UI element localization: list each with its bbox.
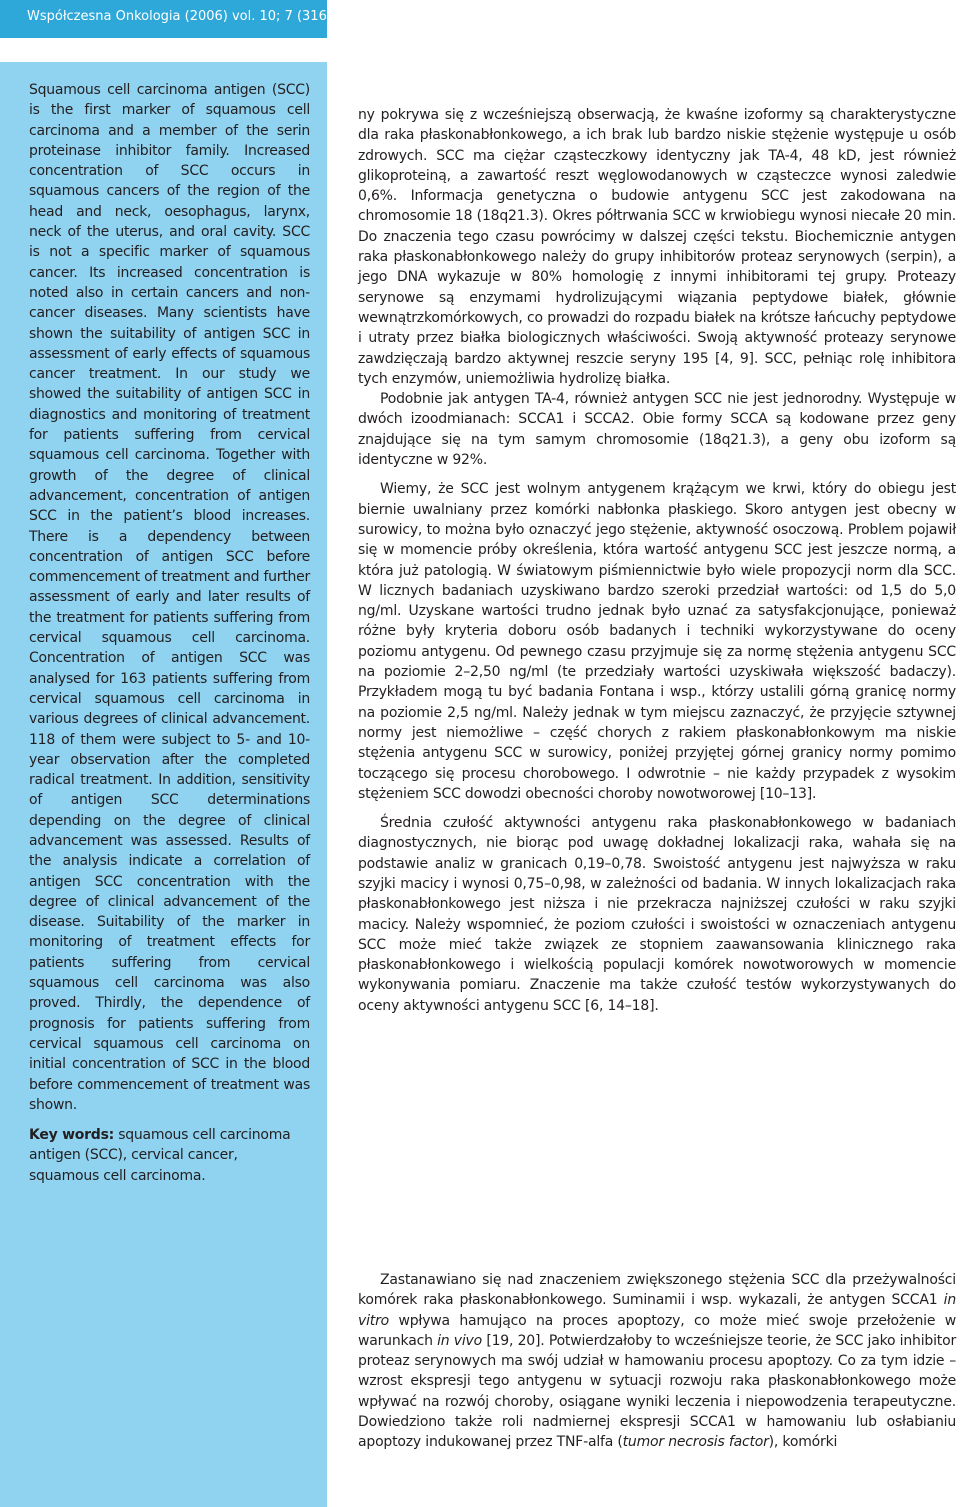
italic-term: in vitro (358, 1292, 956, 1329)
abstract-text: Squamous cell carcinoma antigen (SCC) is the first marker of squamous cell carcinoma and a member of the serin proteinase inhibitor family. Increased concentration of SCC occurs in squamous cancers of the region of the head and neck, oesophagus, larynx, neck of the uterus, and oral cavity. SCC is not a specific marker of squamous cancer. Its increased concentration is noted also in certain cancers and non-cancer diseases. Many scientists have shown the suitability of antigen SCC in assessment of early effects of squamous cancer treatment. In our study we showed the suitability of antigen SCC in diagnostics and monitoring of treatment for patients suffering from cervical squamous cell carcinoma. Together with growth of the degree of clinical advancement, concentration of antigen SCC in the patient’s blood increases. There is a dependency between concentration of antigen SCC before commencement of treatment and further assessment of early and later results of the treatment for patients suffering from cervical squamous cell carcinoma. Concentration of antigen SCC was analysed for 163 patients suffering from cervical squamous cell carcinoma in various degrees of clinical advancement. 118 of them were subject to 5- and 10-year observation after the completed radical treatment. In addition, sensitivity of antigen SCC determinations depending on the degree of clinical advancement was assessed. Results of the analysis indicate a correlation of antigen SCC concentration with the degree of clinical advancement of the disease. Suitability of the marker in monitoring of treatment effects for patients suffering from cervical squamous cell carcinoma was also proved. Thirdly, the dependence of prognosis for patients suffering from cervical squamous cell carcinoma on initial concentration of SCC in the blood before commencement of treatment was shown. (29, 82, 310, 1113)
journal-citation: Współczesna Onkologia (2006) vol. 10; 7 (316–320) (27, 9, 364, 24)
italic-term: tumor necrosis factor (622, 1434, 769, 1451)
body-text-span: wpływa hamująco na proces apoptozy, co może mieć swoje przełożenie w warunkach (358, 1312, 956, 1349)
body-paragraph-2: Podobnie jak antygen TA-4, również antygen SCC nie jest jednorodny. Występuje w dwóch izoodmianach: SCCA1 i SCCA2. Obie formy SCCA są kodowane przez geny znajdujące się na tym samym chromosomie (18q21.3), a geny obu izoform są identyczne w 92%. (358, 391, 956, 469)
body-paragraph-3: Wiemy, że SCC jest wolnym antygenem krążącym we krwi, który do obiegu jest biernie uwalniany przez komórki nabłonka płaskiego. Skoro antygen jest obecny w surowicy, to można było oznaczyć jego stężenie, aktywność osoczową. Problem pojawił się w momencie próby określenia, która wartość antygenu SCC jest jeszcze normą, a która już patologią. W światowym piśmiennictwie było wiele propozycji norm dla SCC. W licznych badaniach uzyskiwano bardzo szeroki przedział wartości: od 1,5 do 5,0 ng/ml. Uzyskane wartości trudno jednak było uznać za satysfakcjonujące, ponieważ różne były kryteria doboru osób badanych i techniki wykorzystywane do oceny poziomu antygenu. Od pewnego czasu przyjmuje się za normę stężenia antygenu SCC na poziomie 2–2,50 ng/ml (te przedziały wartości uzyskiwała większość badaczy). Przykładem mogą tu być badania Fontana i wsp., którzy ustalili górną granicę normy na poziomie 2,5 ng/ml. Należy jednak w tym miejscu zaznaczyć, że przyjęcie sztywnej normy jest niemożliwe – część chorych z rakiem płaskonabłonkowym ma niskie stężenia antygenu SCC w surowicy, poniżej przyjętej górnej granicy normy pomimo toczącego się procesu chorobowego. I odwrotnie – nie każdy przypadek z wysokim stężeniem SCC dowodzi obecności choroby nowotworowej [10–13]. (358, 481, 956, 802)
body-paragraph-5 (358, 1270, 956, 1453)
body-column-lower (358, 1270, 956, 1453)
body-paragraph-4: Średnia czułość aktywności antygenu raka płaskonabłonkowego w badaniach diagnostycznych, nie biorąc pod uwagę dokładnej lokalizacji raka, wahała się na podstawie analiz w granicach 0,19–0,78. Swoistość antygenu jest najwyższa w raku szyjki macicy i wynosi 0,75–0,98, w zależności od badania. W innych lokalizacjach raka płaskonabłonkowego jest niższa i nie przekracza najniższej czułości w raku szyjki macicy. Należy wspomnieć, że poziom czułości i swoistości w oznaczeniach antygenu SCC może mieć także związek ze stopniem zaawansowania klinicznego raka płaskonabłonkowego i wielkością populacji komórek nowotworowych w momencie wykonywania pomiaru. Znaczenie ma także czułość testów wykorzystywanych do oceny aktywności antygenu SCC [6, 14–18]. (358, 815, 956, 1014)
body-text-span: Zastanawiano się nad znaczeniem zwiększonego stężenia SCC dla przeżywalności komórek raka płaskonabłonkowego. Suminamii i wsp. wykazali, że antygen SCCA1 (358, 1272, 956, 1309)
italic-term: in vivo (437, 1332, 482, 1349)
keywords-text: squamous cell carcinoma antigen (SCC), cervical cancer, squamous cell carcinoma. (29, 1127, 291, 1184)
keywords (29, 1125, 310, 1186)
body-text-span: [19, 20]. Potwierdzałoby to wcześniejsze teorie, że SCC jako inhibitor proteaz serynowych ma swój udział w hamowaniu procesu apoptozy. Co za tym idzie – wzrost ekspresji tego antygenu w sytuacji rozwoju raka płaskonabłonkowego może wpływać na rozwój choroby, osiągane wyniki leczenia i niepowodzenia terapeutyczne. Dowiedziono także roli nadmiernej ekspresji SCCA1 w hamowaniu lub osłabianiu apoptozy indukowanej przez TNF-alfa ( (358, 1332, 956, 1451)
body-text-span: ), komórki (768, 1434, 838, 1451)
journal-header-bar (0, 0, 364, 38)
body-column-upper (358, 105, 956, 1016)
body-paragraph-1: ny pokrywa się z wcześniejszą obserwacją, że kwaśne izoformy są charakterystyczne dla raka płaskonabłonkowego, a ich brak lub bardzo niskie stężenie występuje u osób zdrowych. SCC ma ciężar cząsteczkowy identyczny jak TA-4, 48 kD, jest również glikoproteiną, a zawartość reszt węglowodanowych w cząsteczce wynosi zaledwie 0,6%. Informacja genetyczna o budowie antygenu SCC jest zakodowana na chromosomie 18 (18q21.3). Okres półtrwania SCC w krwiobiegu wynosi niecałe 20 min. Do znaczenia tego czasu powrócimy w dalszej części tekstu. Biochemicznie antygen raka płaskonabłonkowego należy do grupy inhibitorów proteaz serynowych (serpin), a jego DNA wykazuje w 80% homologię z innymi inhibitorami tej grupy. Proteazy serynowe są enzymami hydrolizującymi wiązania peptydowe białek, głównie wewnątrzkomórkowych, co prowadzi do rozpadu białek na krótsze łańcuchy peptydowe i utraty przez białka biologicznych właściwości. Swoją aktywność proteazy serynowe zawdzięczają bardzo aktywnej reszcie seryny 195 [4, 9]. SCC, pełniąc rolę inhibitora tych enzymów, uniemożliwia hydrolizę białka. (358, 107, 956, 387)
keywords-label: Key words: (29, 1127, 115, 1143)
